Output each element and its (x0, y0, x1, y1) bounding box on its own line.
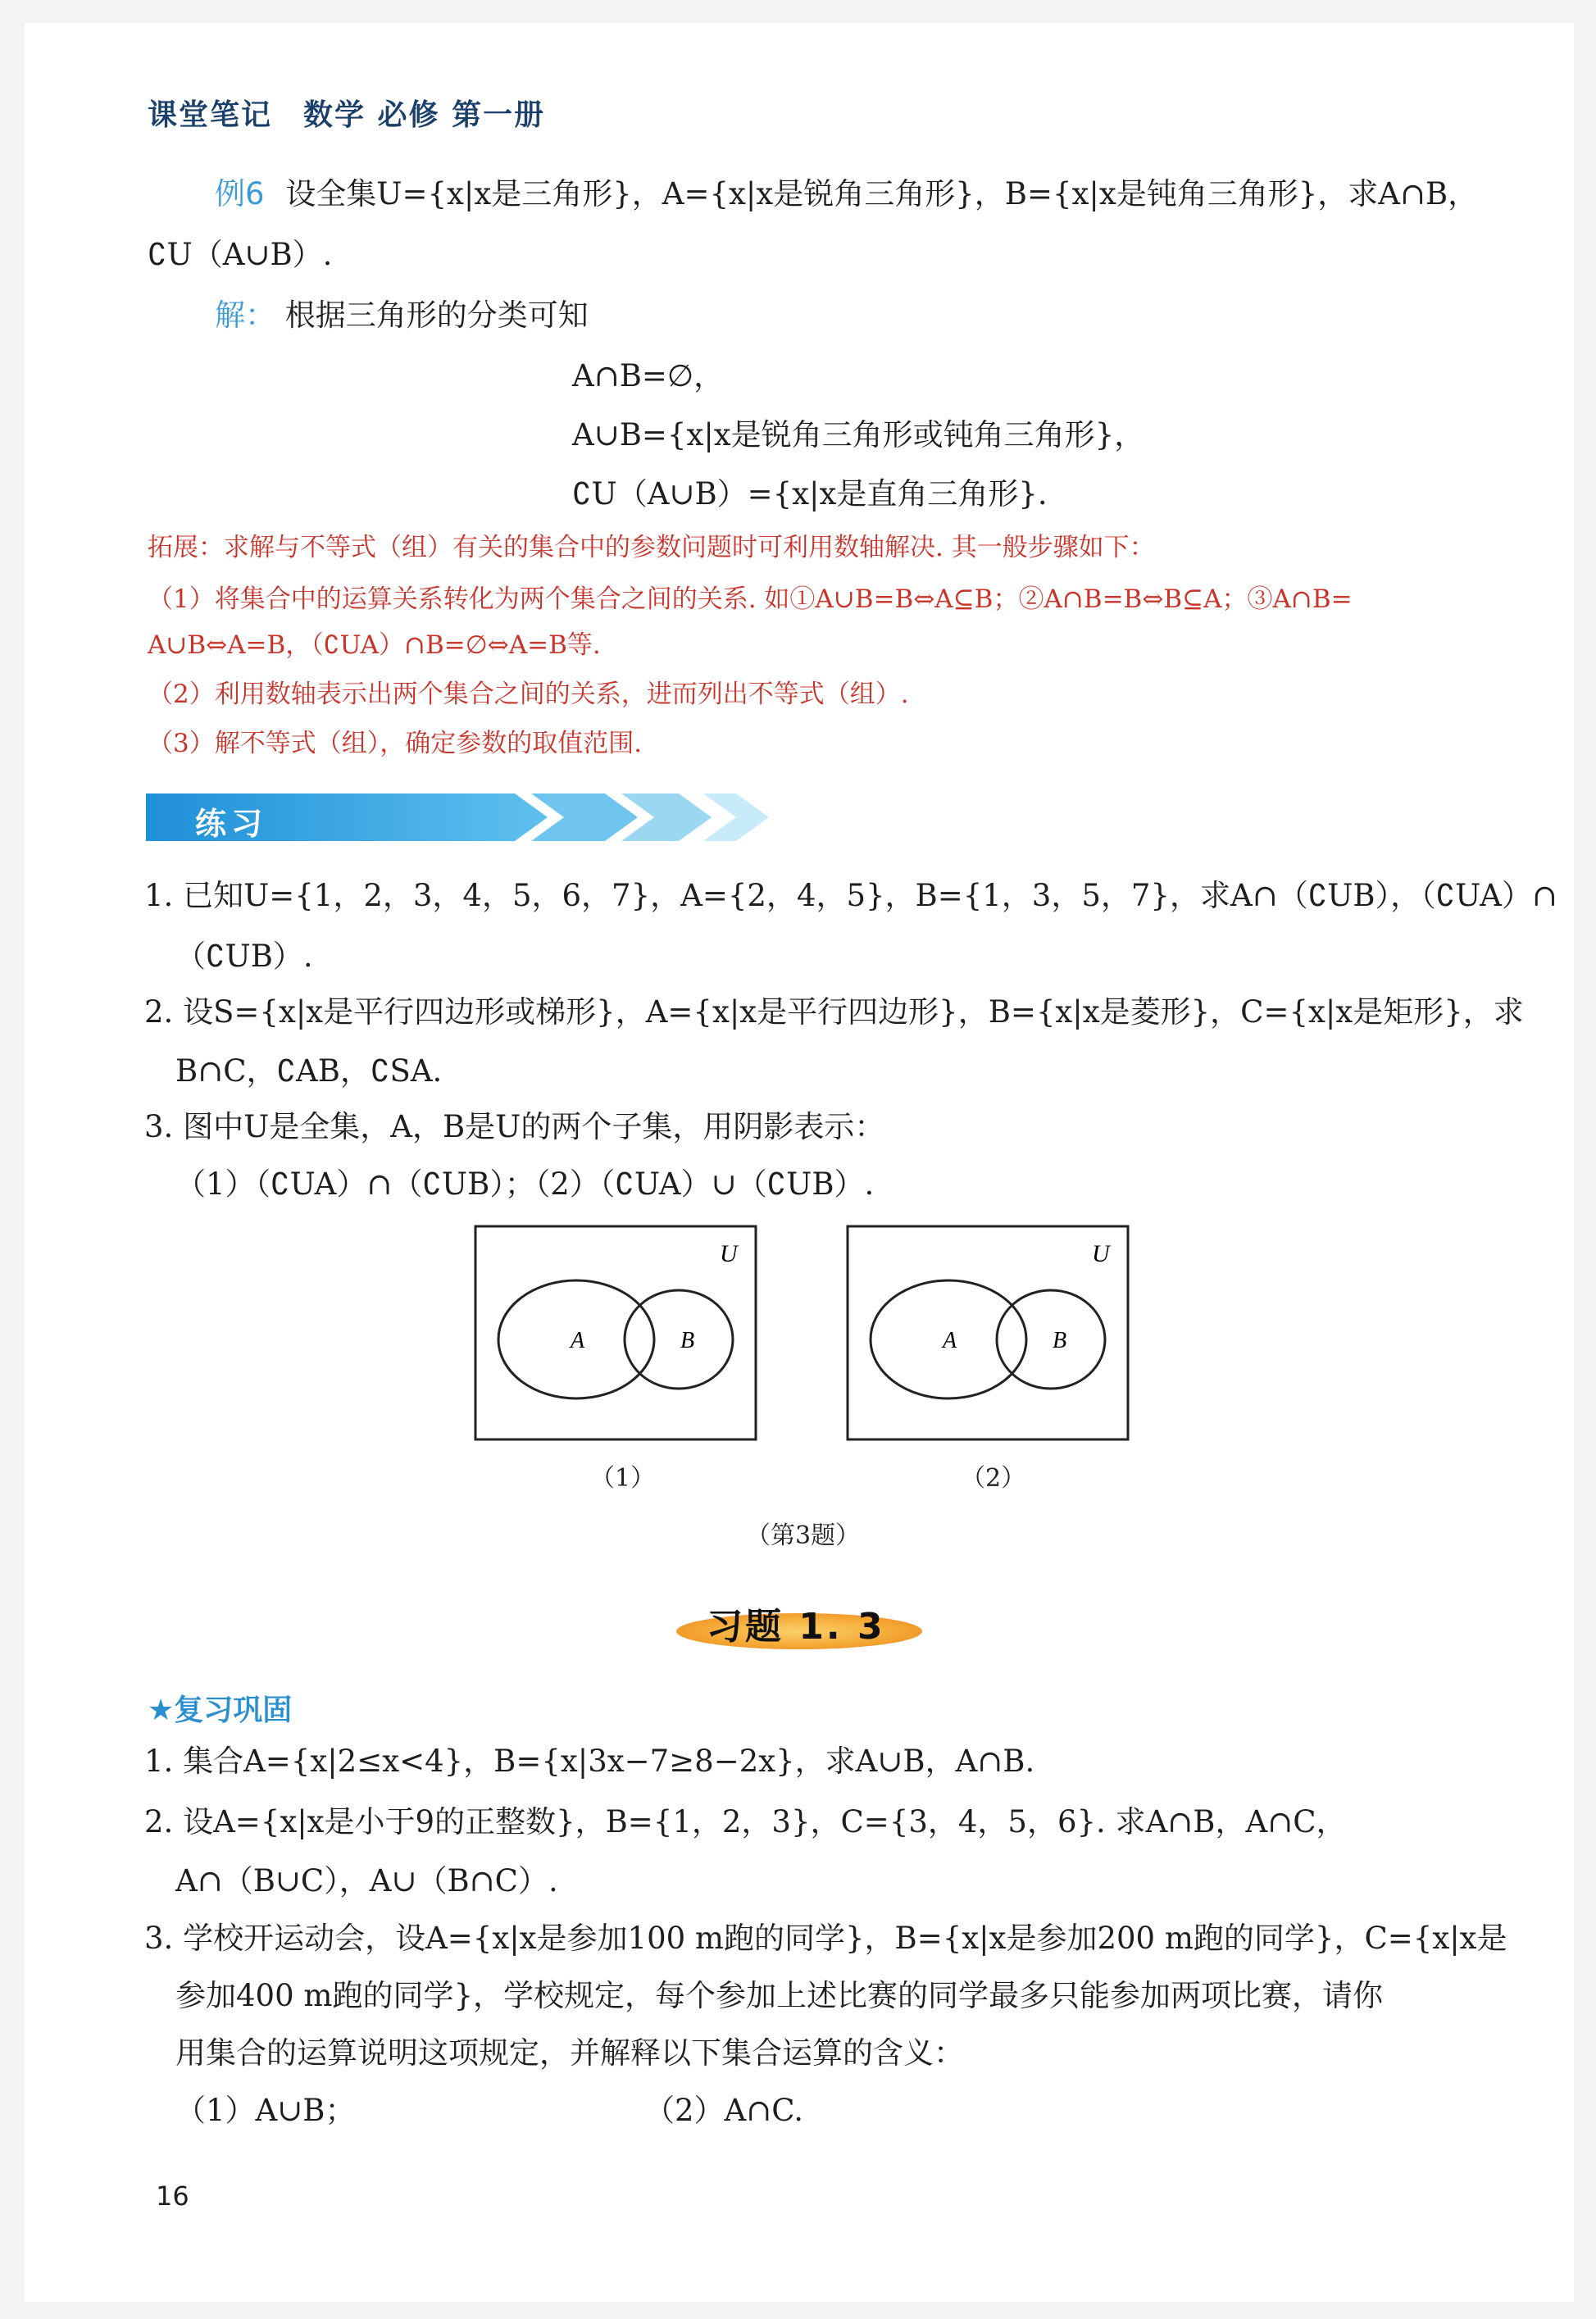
exercise-2-cont: A∩（B∪C），A∪（B∩C）. (175, 1863, 558, 1898)
venn-diagram-2 (846, 1225, 1130, 1441)
venn-1-b-label: B (680, 1328, 695, 1353)
exercise-3-part-2: （2）A∩C. (644, 2093, 804, 2128)
extension-step-3: （3）解不等式（组），确定参数的取值范围. (148, 729, 643, 758)
exercise-3-part-1: （1）A∪B； (175, 2093, 356, 2128)
page (25, 23, 1574, 2302)
practice-q2: 2. 设S={x|x是平行四边形或梯形}，A={x|x是平行四边形}，B={x|x是菱形}，C={x|x是矩形}，求 (144, 994, 1524, 1030)
review-section-heading: ★复习巩固 (148, 1694, 293, 1727)
venn-2-u-label: U (1092, 1240, 1110, 1267)
figure-caption: （第3题） (746, 1521, 861, 1550)
example-line-1 (215, 176, 1479, 211)
venn-1-caption: （1） (590, 1464, 656, 1493)
practice-q1: 1. 已知U={1，2，3，4，5，6，7}，A={2，4，5}，B={1，3，5，7}，求A∩（∁UB），（∁UA）∩ (144, 878, 1557, 913)
solution-line (215, 298, 589, 333)
solution-eq-1: A∩B=∅， (572, 358, 725, 393)
practice-q2-cont: B∩C，∁AB，∁SA. (175, 1053, 443, 1089)
practice-heading: 练习 (195, 806, 268, 842)
venn-1-a-label: A (571, 1328, 585, 1353)
example-line-2: ∁U（A∪B）. (148, 237, 333, 272)
exercise-3-cont-2: 用集合的运算说明这项规定，并解释以下集合运算的含义： (175, 2035, 964, 2071)
venn-2-caption: （2） (961, 1464, 1026, 1493)
page-header: 课堂笔记 数学 必修 第一册 (148, 98, 546, 132)
practice-q3-parts: （1）（∁UA）∩（∁UB）；（2）（∁UA）∪（∁UB）. (175, 1166, 875, 1202)
extension-step-1: （1）将集合中的运算关系转化为两个集合之间的关系. 如①A∪B=B⇔A⊆B；②A∩B=B⇔B⊆A；③A∩B= (148, 584, 1353, 614)
solution-eq-3: ∁U（A∪B）={x|x是直角三角形}. (572, 476, 1048, 512)
exercise-2: 2. 设A={x|x是小于9的正整数}，B={1，2，3}，C={3，4，5，6}. 求A∩B，A∩C， (144, 1804, 1347, 1839)
venn-1-set-b (625, 1290, 733, 1389)
venn-diagram-1 (474, 1225, 757, 1441)
extension-step-2: （2）利用数轴表示出两个集合之间的关系，进而列出不等式（组）. (148, 680, 909, 709)
solution-eq-2: A∪B={x|x是锐角三角形或钝角三角形}， (572, 417, 1145, 452)
exercise-title: 习题 1. 3 (707, 1606, 885, 1648)
example-text: 设全集U={x|x是三角形}，A={x|x是锐角三角形}，B={x|x是钝角三角形}，求A∩B， (285, 176, 1479, 211)
practice-q1-cont: （∁UB）. (175, 939, 313, 974)
venn-2-set-b (997, 1290, 1105, 1389)
venn-2-b-label: B (1053, 1328, 1067, 1353)
venn-1-u-label: U (720, 1240, 738, 1267)
exercise-3: 3. 学校开运动会，设A={x|x是参加100 m跑的同学}，B={x|x是参加200 m跑的同学}，C={x|x是 (144, 1921, 1507, 1956)
page-number: 16 (156, 2180, 189, 2212)
example-label: 例6 (215, 176, 265, 211)
venn-2-universe-box (848, 1226, 1128, 1439)
solution-label: 解： (215, 298, 275, 333)
practice-q3: 3. 图中U是全集，A，B是U的两个子集，用阴影表示： (144, 1109, 885, 1144)
exercise-3-cont-1: 参加400 m跑的同学}，学校规定，每个参加上述比赛的同学最多只能参加两项比赛，请你 (175, 1978, 1384, 2013)
venn-1-universe-box (475, 1226, 756, 1439)
venn-2-a-label: A (943, 1328, 957, 1353)
exercise-1: 1. 集合A={x|2≤x<4}，B={x|3x−7≥8−2x}，求A∪B，A∩B. (144, 1744, 1035, 1779)
solution-intro: 根据三角形的分类可知 (284, 298, 589, 333)
extension-step-1-cont: A∪B⇔A=B，（∁UA）∩B=∅⇔A=B等. (148, 630, 601, 660)
extension-intro: 拓展：求解与不等式（组）有关的集合中的参数问题时可利用数轴解决. 其一般步骤如下： (148, 533, 1155, 562)
